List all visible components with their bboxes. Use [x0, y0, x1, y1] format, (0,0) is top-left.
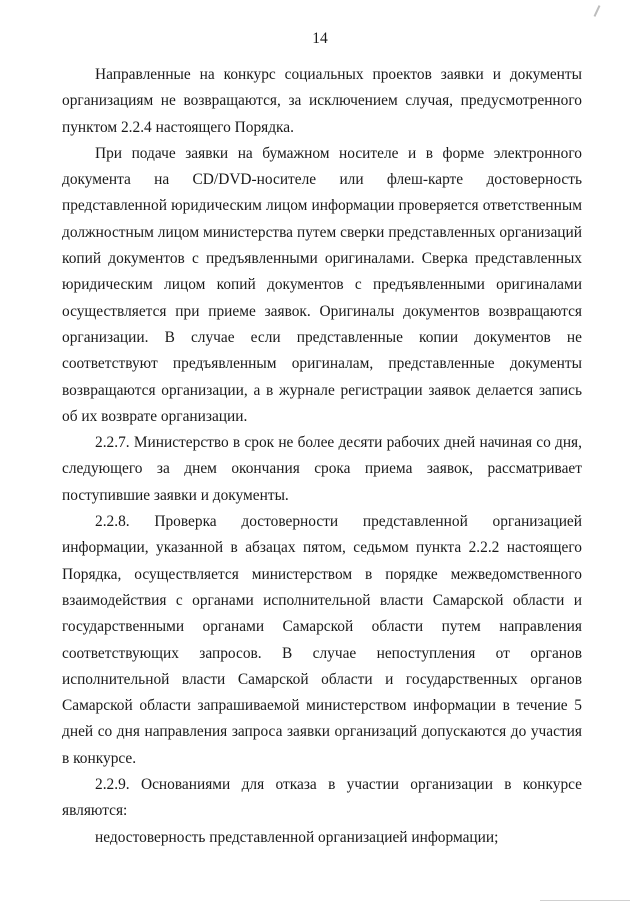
paragraph-2-2-9: 2.2.9. Основаниями для отказа в участии организации в конкурсе являются: — [62, 776, 582, 820]
paragraph-2-2-7: 2.2.7. Министерство в срок не более десяти рабочих дней начиная со дня, следующего за днем окончания срока приема заявок, рассматривает поступившие заявки и документы. — [62, 434, 582, 504]
page-number: 14 — [312, 30, 328, 47]
paragraph-verification-paper: При подаче заявки на бумажном носителе и в форме электронного документа на CD/DVD-носителе или флеш-карте достоверность представленной юридическим лицом информации проверяется ответственным должностным лицом министерства путем сверки представленных организаций копий документов с предъявленными оригиналами. Сверка представленных юридическим лицом копий документов с предъявленными оригиналами осуществляется при приеме заявок. Оригиналы документов возвращаются организации. В случае если представленные копии документов не соответствуют предъявленным оригиналам, представленные документы возвращаются организации, а в журнале регистрации заявок делается запись об их возврате организации. — [62, 144, 582, 425]
scan-mark — [594, 5, 601, 17]
paragraph-unreliable-info: недостоверность представленной организацией информации; — [95, 828, 499, 846]
paragraph-return-of-documents: Направленные на конкурс социальных проектов заявки и документы организациям не возвращаются, за исключением случая, предусмотренного пунктом 2.2.4 настоящего Порядка. — [62, 66, 582, 136]
scan-bottom-edge — [540, 900, 630, 901]
document-body — [62, 62, 582, 851]
paragraph-2-2-8: 2.2.8. Проверка достоверности представленной организацией информации, указанной в абзацах пятом, седьмом пункта 2.2.2 настоящего Порядка, осуществляется министерством в порядке межведомственного взаимодействия с органами исполнительной власти Самарской области и государственными органами Самарской области путем направления соответствующих запросов. В случае непоступления от органов исполнительной власти Самарской области и государственных органов Самарской области запрашиваемой министерством информации в течение 5 дней со дня направления запроса заявки организаций допускаются до участия в конкурсе. — [62, 513, 582, 767]
